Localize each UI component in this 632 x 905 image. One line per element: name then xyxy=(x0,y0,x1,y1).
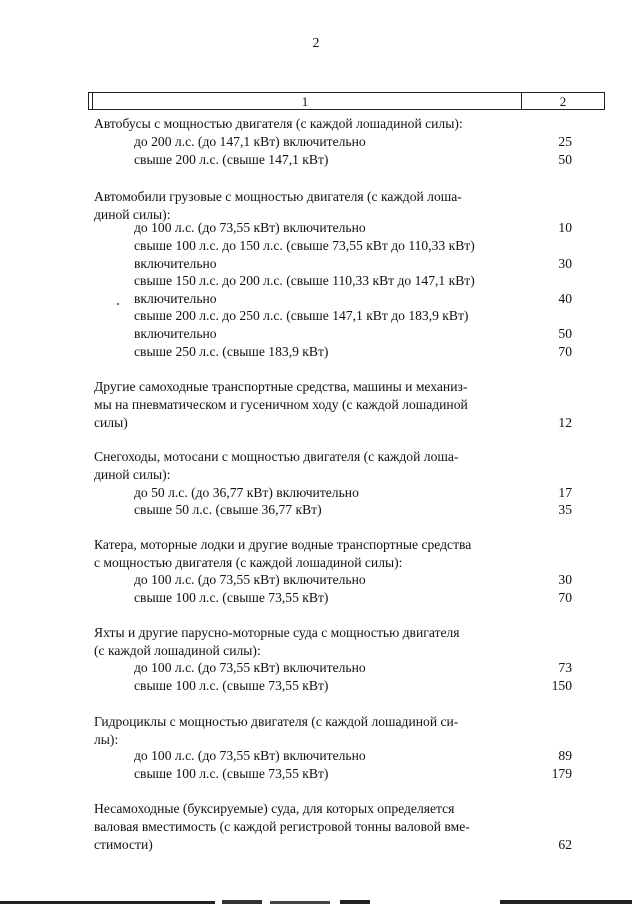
row-rate-value: 10 xyxy=(558,220,572,235)
row-subitem-text: свыше 200 л.с. до 250 л.с. (свыше 147,1 кВт до 183,9 кВт) xyxy=(134,308,469,323)
row-subitem-text: до 200 л.с. (до 147,1 кВт) включительно xyxy=(134,134,366,149)
row-rate-value: 70 xyxy=(558,344,572,359)
row-subitem-text: включительно xyxy=(134,326,217,341)
row-subitem-text: включительно xyxy=(134,256,217,271)
row-subitem-text: свыше 50 л.с. (свыше 36,77 кВт) xyxy=(134,502,322,517)
row-rate-value: 50 xyxy=(558,326,572,341)
row-subitem-text: свыше 100 л.с. (свыше 73,55 кВт) xyxy=(134,678,329,693)
row-category-text: диной силы): xyxy=(94,467,171,482)
row-category-text: диной силы): xyxy=(94,207,171,222)
row-subitem-text: до 100 л.с. (до 73,55 кВт) включительно xyxy=(134,660,366,675)
row-rate-value: 25 xyxy=(558,134,572,149)
row-subitem-text: свыше 200 л.с. (свыше 147,1 кВт) xyxy=(134,152,329,167)
row-category-text: мы на пневматическом и гусеничном ходу (с каждой лошадиной xyxy=(94,397,468,412)
row-rate-value: 62 xyxy=(558,837,572,852)
row-rate-value: 35 xyxy=(558,502,572,517)
row-category-text: Другие самоходные транспортные средства, машины и механиз- xyxy=(94,379,468,394)
column-header-2: 2 xyxy=(559,94,567,109)
row-rate-value: 40 xyxy=(558,291,572,306)
row-category-text: Гидроциклы с мощностью двигателя (с каждой лошадиной си- xyxy=(94,714,459,729)
row-subitem-text: свыше 100 л.с. (свыше 73,55 кВт) xyxy=(134,766,329,781)
row-subitem-text: свыше 100 л.с. до 150 л.с. (свыше 73,55 кВт до 110,33 кВт) xyxy=(134,238,475,253)
row-rate-value: 70 xyxy=(558,590,572,605)
row-rate-value: 50 xyxy=(558,152,572,167)
row-rate-value: 12 xyxy=(558,415,572,430)
table-header-row xyxy=(88,92,605,110)
row-category-text: Автомобили грузовые с мощностью двигателя (с каждой лоша- xyxy=(94,189,462,204)
row-category-text: стимости) xyxy=(94,837,153,852)
row-category-text: лы): xyxy=(94,732,119,747)
row-category-text: валовая вместимость (с каждой регистровой тонны валовой вме- xyxy=(94,819,470,834)
row-rate-value: 73 xyxy=(558,660,572,675)
row-category-text: Несамоходные (буксируемые) суда, для которых определяется xyxy=(94,801,455,816)
row-rate-value: 89 xyxy=(558,748,572,763)
row-category-text: Автобусы с мощностью двигателя (с каждой лошадиной силы): xyxy=(94,116,463,131)
row-category-text: (с каждой лошадиной силы): xyxy=(94,643,261,658)
row-subitem-text: до 100 л.с. (до 73,55 кВт) включительно xyxy=(134,220,366,235)
row-subitem-text: до 50 л.с. (до 36,77 кВт) включительно xyxy=(134,485,359,500)
row-subitem-text: до 100 л.с. (до 73,55 кВт) включительно xyxy=(134,748,366,763)
row-category-text: силы) xyxy=(94,415,128,430)
row-rate-value: 30 xyxy=(558,572,572,587)
row-subitem-text: свыше 100 л.с. (свыше 73,55 кВт) xyxy=(134,590,329,605)
row-rate-value: 179 xyxy=(551,766,572,781)
row-category-text: с мощностью двигателя (с каждой лошадиной силы): xyxy=(94,555,403,570)
row-subitem-text: свыше 250 л.с. (свыше 183,9 кВт) xyxy=(134,344,329,359)
row-subitem-text: свыше 150 л.с. до 200 л.с. (свыше 110,33 кВт до 147,1 кВт) xyxy=(134,273,475,288)
row-rate-value: 17 xyxy=(558,485,572,500)
scan-bottom-edge xyxy=(0,898,632,905)
row-category-text: Катера, моторные лодки и другие водные транспортные средства xyxy=(94,537,472,552)
row-category-text: Яхты и другие парусно-моторные суда с мощностью двигателя xyxy=(94,625,460,640)
row-category-text: Снегоходы, мотосани с мощностью двигателя (с каждой лоша- xyxy=(94,449,459,464)
row-rate-value: 30 xyxy=(558,256,572,271)
row-rate-value: 150 xyxy=(551,678,572,693)
column-header-1: 1 xyxy=(89,93,522,109)
scan-speck xyxy=(117,303,119,305)
row-subitem-text: до 100 л.с. (до 73,55 кВт) включительно xyxy=(134,572,366,587)
page-number: 2 xyxy=(312,36,320,51)
row-subitem-text: включительно xyxy=(134,291,217,306)
